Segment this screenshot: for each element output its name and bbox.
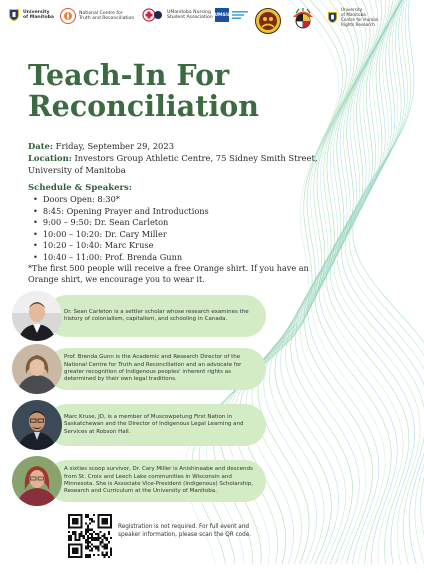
location-label: Location: xyxy=(28,153,72,163)
speaker-card-gunn xyxy=(12,344,272,394)
schedule-item: • 10:20 – 10:40: Marc Kruse xyxy=(33,240,209,252)
sponsor-logos xyxy=(0,0,424,40)
event-info xyxy=(28,140,328,176)
event-location xyxy=(28,152,328,176)
schedule-item: • Doors Open: 8:30* xyxy=(33,194,209,206)
speaker-photo-carleton xyxy=(12,291,62,341)
schedule-list xyxy=(33,194,209,264)
speaker-card-kruse xyxy=(12,400,272,450)
event-date xyxy=(28,140,328,152)
nursing-emblem-icon xyxy=(142,8,164,22)
qr-code[interactable] xyxy=(68,514,112,558)
schedule-item: • 10:40 – 11:00: Prof. Brenda Gunn xyxy=(33,252,209,264)
speaker-card-miller xyxy=(12,456,272,506)
page-title: Teach-In For Reconciliation xyxy=(28,58,259,123)
medicine-wheel-icon xyxy=(291,8,315,30)
speaker-bio: Dr. Sean Carleton is a settler scholar whose research examines the history of colonialism, capitalism, and schooling in Canada. xyxy=(64,308,249,322)
speaker-card-carleton xyxy=(12,291,272,341)
umsu-logo-text: UMSU xyxy=(215,8,229,22)
schedule-title: Schedule & Speakers: xyxy=(28,183,132,193)
speaker-bio: A sixties scoop survivor, Dr. Cary Miller is Anishinaabe and descends from St. Croix and Leech Lake communities in Wisconsin and Minnesota. She is Associate Vice-President (Indigenous) Scholarship, Research and Curriculum at the University of Manitoba. xyxy=(64,466,254,495)
logo-nctr xyxy=(60,8,134,24)
shirt-note: *The first 500 people will receive a free Orange shirt. If you have an Orange shirt, we encourage you to wear it. xyxy=(28,263,309,284)
wave-line xyxy=(323,0,404,564)
nctr-emblem-icon xyxy=(60,8,76,24)
location-value: Investors Group Athletic Centre, 75 Sidney Smith Street, University of Manitoba xyxy=(28,153,318,175)
logo-umsu xyxy=(215,8,248,22)
nursing-logo-text: UManitoba Nursing Student Association xyxy=(167,9,213,20)
logo-indigenous-circle xyxy=(255,8,281,34)
schedule-item: • 10:00 – 10:20: Dr. Cary Miller xyxy=(33,229,209,241)
speaker-bio: Prof. Brenda Gunn is the Academic and Research Director of the National Centre for Truth and Reconciliation and an advocate for greater recognition of Indigenous peoples' inherent rights as determined by their own legal traditions. xyxy=(64,354,242,383)
hr-shield-icon xyxy=(327,11,338,24)
date-value: Friday, September 29, 2023 xyxy=(55,141,175,151)
schedule-item: • 8:45: Opening Prayer and Introductions xyxy=(33,206,209,218)
registration-text: Registration is not required. For full event and speaker information, please scan the QR code. xyxy=(118,524,252,538)
hr-logo-text: University of Manitoba Centre for Human Rights Research xyxy=(341,7,379,27)
schedule-item: • 9:00 – 9:50: Dr. Sean Carleton xyxy=(33,217,209,229)
logo-university-of-manitoba xyxy=(8,8,54,22)
um-shield-icon xyxy=(8,8,20,22)
date-label: Date: xyxy=(28,141,53,151)
speaker-photo-kruse xyxy=(12,400,62,450)
nctr-logo-text: National Centre for Truth and Reconciliation xyxy=(79,10,135,21)
logo-human-rights-research xyxy=(327,8,379,28)
um-logo-text: University of Manitoba xyxy=(23,9,55,20)
speaker-bio: Marc Kruse, JD, is a member of Muscowpetung First Nation in Saskatchewan and the Director of Indigenous Legal Learning and Services at Robson Hall. xyxy=(64,413,244,435)
speaker-photo-miller xyxy=(12,456,62,506)
umsu-stripes-icon xyxy=(232,10,248,20)
indigenous-circle-icon xyxy=(255,8,281,34)
speaker-photo-gunn xyxy=(12,344,62,394)
logo-medicine-wheel xyxy=(291,8,315,30)
logo-nursing-association xyxy=(142,8,213,22)
